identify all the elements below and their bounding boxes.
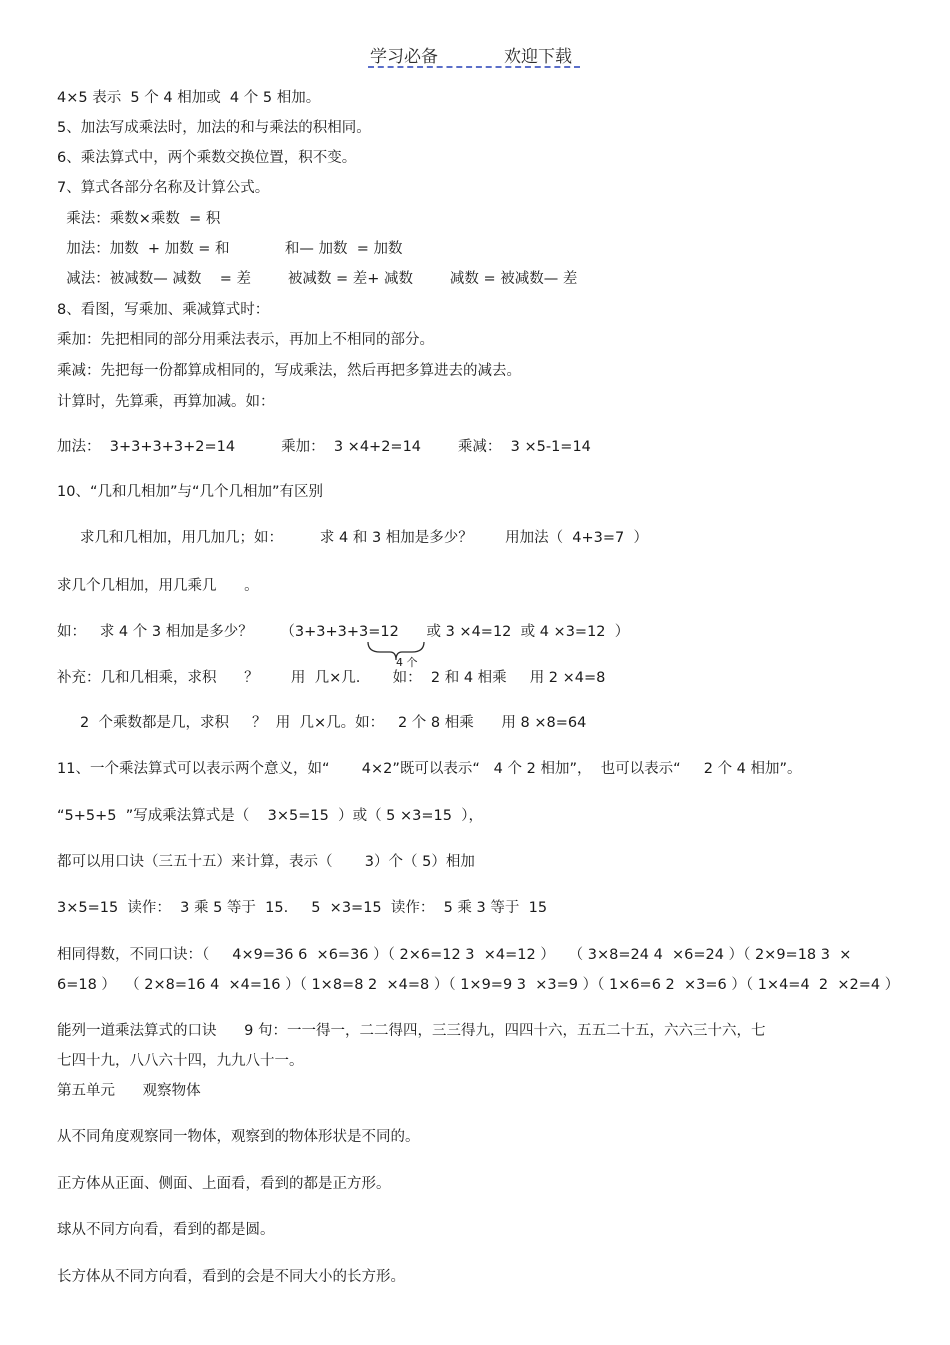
text-line: 乘加：先把相同的部分用乘法表示，再加上不相同的部分。 (57, 332, 434, 348)
text-line: 求几个几相加，用几乘几 。 (57, 578, 259, 594)
text-line: 都可以用口诀（三五十五）来计算，表示（ 3）个（ 5）相加 (57, 854, 475, 870)
text-line: “5+5+5 ”写成乘法算式是（ 3×5=15 ）或（ 5 ×3=15 ）， (57, 808, 483, 824)
text-line: 3×5=15 读作： 3 乘 5 等于 15. 5 ×3=15 读作： 5 乘 3 等于 15 (57, 900, 548, 916)
text-line: 如： 求 4 个 3 相加是多少？ （3+3+3+3=12 或 3 ×4=12 或 4 ×3=12 ） (57, 624, 630, 640)
text-line: 2 个乘数都是几，求积 ？ 用 几×几。如： 2 个 8 相乘 用 8 ×8=64 (57, 715, 587, 731)
header-left-text: 学习必备 (370, 47, 438, 67)
page-header (368, 42, 580, 68)
text-line: 6、乘法算式中，两个乘数交换位置，积不变。 (57, 150, 357, 166)
text-line: 8、看图，写乘加、乘减算式时： (57, 302, 270, 318)
text-line: 5、加法写成乘法时，加法的和与乘法的积相同。 (57, 120, 371, 136)
text-line: 从不同角度观察同一物体，观察到的物体形状是不同的。 (57, 1129, 420, 1145)
text-line: 减法：被减数— 减数 = 差 被减数 = 差+ 减数 减数 = 被减数— 差 (57, 271, 578, 287)
text-line: 11、一个乘法算式可以表示两个意义，如“ 4×2”既可以表示“ 4 个 2 相加”， 也可以表示“ 2 个 4 相加”。 (57, 761, 802, 777)
section-heading: 第五单元 观察物体 (57, 1083, 201, 1099)
text-line: 长方体从不同方向看，看到的会是不同大小的长方形。 (57, 1269, 405, 1285)
text-line: 相同得数，不同口诀：（ 4×9=36 6 ×6=36 ）（ 2×6=12 3 ×4=12 ） （ 3×8=24 4 ×6=24 ）（ 2×9=18 3 × (57, 947, 852, 963)
text-line: 能列一道乘法算式的口诀 9 句：一一得一，二二得四，三三得九，四四十六，五五二十五，六六三十六，七 (57, 1023, 766, 1039)
text-line: 6=18 ） （ 2×8=16 4 ×4=16 ）（ 1×8=8 2 ×4=8 ）（ 1×9=9 3 ×3=9 ）（ 1×6=6 2 ×3=6 ）（ 1×4=4 2 ×2=4 ） (57, 977, 900, 993)
text-line: 正方体从正面、侧面、上面看，看到的都是正方形。 (57, 1176, 391, 1192)
text-line: 加法： 3+3+3+3+2=14 乘加： 3 ×4+2=14 乘减： 3 ×5-1=14 (57, 439, 591, 455)
section-heading: 10、“几和几相加”与“几个几相加”有区别 (57, 484, 323, 500)
text-line: 球从不同方向看，看到的都是圆。 (57, 1222, 275, 1238)
text-line: 补充：几和几相乘，求积 ？ 用 几×几. 如： 2 和 4 相乘 用 2 ×4=8 (57, 670, 606, 686)
text-line: 七四十九，八八六十四，九九八十一。 (57, 1053, 304, 1069)
text-line: 乘法：乘数×乘数 = 积 (57, 211, 221, 227)
brace-label: 4 个 (396, 656, 418, 669)
text-line: 7、算式各部分名称及计算公式。 (57, 180, 270, 196)
text-line: 计算时，先算乘，再算加减。如： (57, 394, 275, 410)
header-right-text: 欢迎下载 (504, 47, 572, 67)
text-line: 乘减：先把每一份都算成相同的，写成乘法，然后再把多算进去的减去。 (57, 363, 521, 379)
text-line: 加法：加数 + 加数 = 和 和— 加数 = 加数 (57, 241, 403, 257)
text-line: 求几和几相加，用几加几；如： 求 4 和 3 相加是多少？ 用加法（ 4+3=7 ） (57, 530, 648, 546)
text-line: 4×5 表示 5 个 4 相加或 4 个 5 相加。 (57, 90, 321, 106)
